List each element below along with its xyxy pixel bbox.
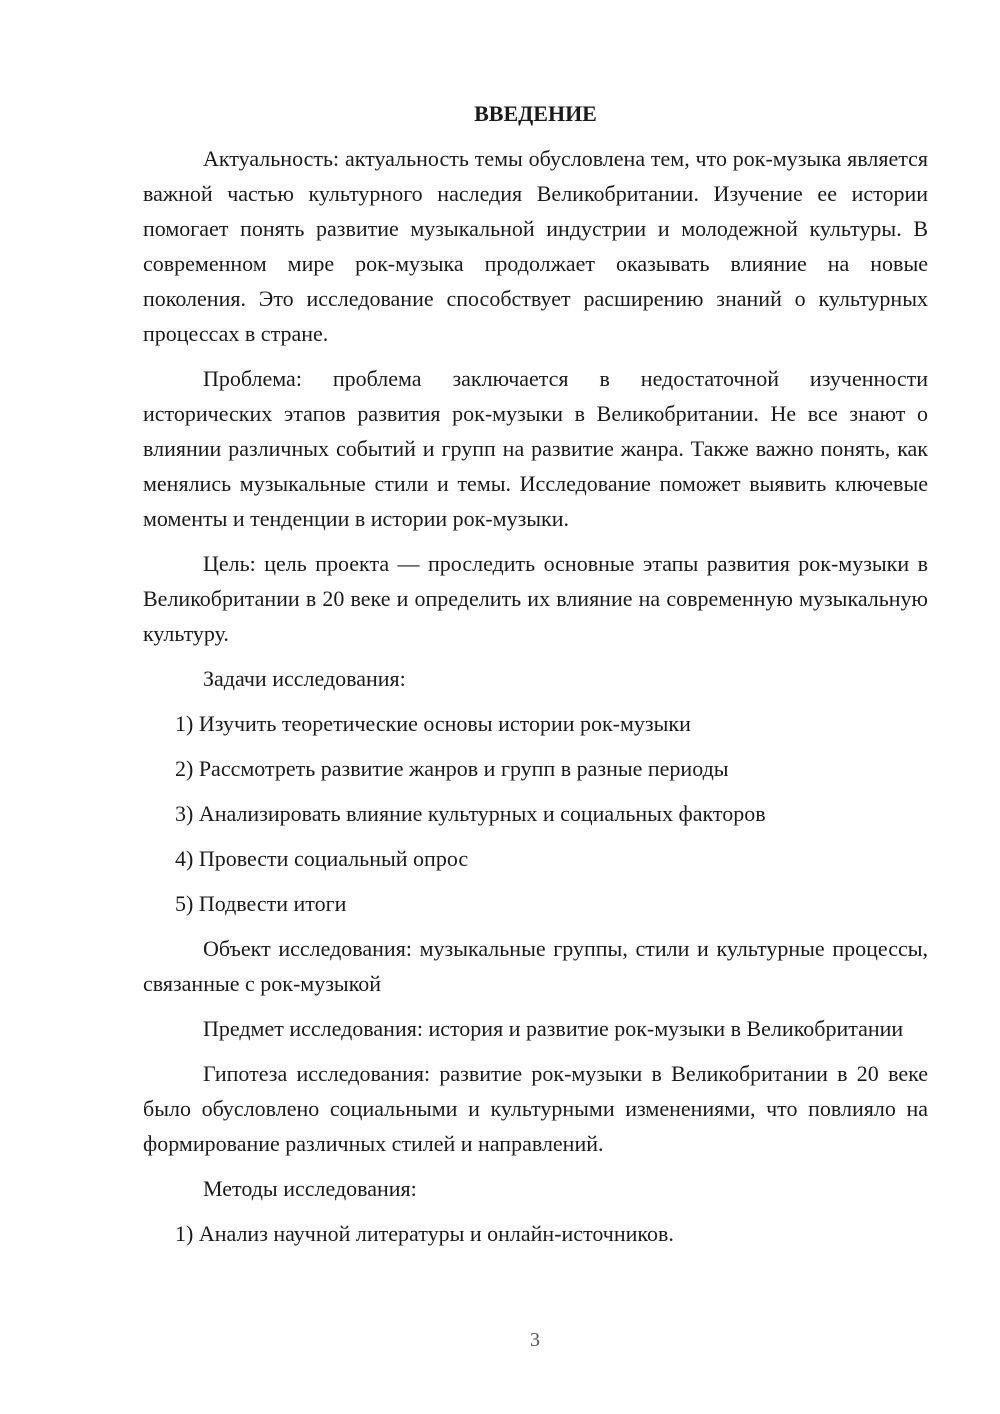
methods-heading: Методы исследования: <box>203 1176 417 1201</box>
document-page <box>143 96 928 1261</box>
section-title: ВВЕДЕНИЕ <box>474 101 597 126</box>
task-item-5: 5) Подвести итоги <box>175 891 347 916</box>
task-item-3: 3) Анализировать влияние культурных и социальных факторов <box>175 801 766 826</box>
goal-paragraph: Цель: цель проекта — проследить основные этапы развития рок-музыки в Великобритании в 20 веке и определить их влияние на современную музыкальную культуру. <box>143 551 928 646</box>
problem-paragraph: Проблема: проблема заключается в недостаточной изученности исторических этапов развития рок-музыки в Великобритании. Не все знают о влиянии различных событий и групп на развитие жанра. Также важно понять, как менялись музыкальные стили и темы. Исследование поможет выявить ключевые моменты и тенденции в истории рок-музыки. <box>143 366 928 531</box>
hypothesis-paragraph: Гипотеза исследования: развитие рок-музыки в Великобритании в 20 веке было обусловлено социальными и культурными изменениями, что повлияло на формирование различных стилей и направлений. <box>143 1061 928 1156</box>
tasks-heading: Задачи исследования: <box>203 666 406 691</box>
relevance-paragraph: Актуальность: актуальность темы обусловлена тем, что рок-музыка является важной частью культурного наследия Великобритании. Изучение ее истории помогает понять развитие музыкальной индустрии и молодежной культуры. В современном мире рок-музыка продолжает оказывать влияние на новые поколения. Это исследование способствует расширению знаний о культурных процессах в стране. <box>143 146 928 346</box>
object-paragraph: Объект исследования: музыкальные группы, стили и культурные процессы, связанные с рок-музыкой <box>143 936 928 996</box>
method-item-1: 1) Анализ научной литературы и онлайн-источников. <box>175 1221 674 1246</box>
page-number: 3 <box>530 1329 540 1351</box>
task-item-4: 4) Провести социальный опрос <box>175 846 469 871</box>
subject-paragraph: Предмет исследования: история и развитие рок-музыки в Великобритании <box>203 1016 904 1041</box>
task-item-2: 2) Рассмотреть развитие жанров и групп в разные периоды <box>175 756 729 781</box>
task-item-1: 1) Изучить теоретические основы истории рок-музыки <box>175 711 691 736</box>
